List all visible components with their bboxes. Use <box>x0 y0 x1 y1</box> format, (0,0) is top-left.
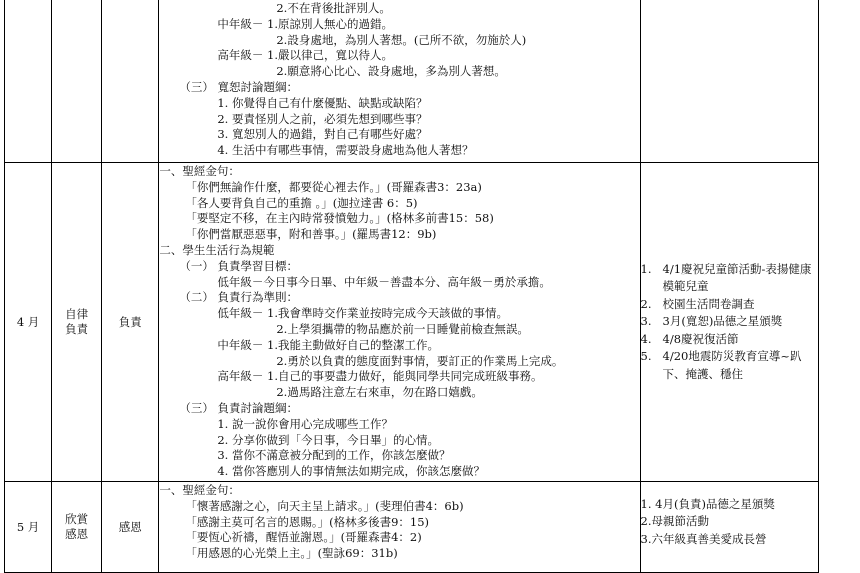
activity-text: 4/8慶祝復活節 <box>662 331 739 346</box>
content-line: 高年級－ 1.嚴以律己，寬以待人。 <box>217 48 393 63</box>
content-lines <box>159 483 639 562</box>
month-cell: 5 月 <box>5 481 52 572</box>
content-line: 「用感恩的心光榮上主。」(聖詠69：31b) <box>185 546 398 561</box>
virtue-cell: 負責 <box>102 162 159 481</box>
theme-cell <box>52 481 102 572</box>
content-line: 二、學生生活行為規範 <box>159 242 275 257</box>
theme-cell <box>52 0 102 162</box>
content-line: 中年級－ 1.我能主動做好自己的整潔工作。 <box>217 337 439 352</box>
content-line: 「你們無論作什麼，都要從心裡去作。」(哥羅森書3：23a) <box>185 179 482 194</box>
content-cell <box>159 481 640 572</box>
table-row <box>5 0 819 162</box>
virtue-cell: 感恩 <box>102 481 159 572</box>
content-cell <box>159 0 640 162</box>
content-line: 4. 生活中有哪些事情，需要設身處地為他人著想？ <box>217 143 474 158</box>
activity-text: 3月(寬恕)品德之星頒獎 <box>662 314 783 329</box>
theme-line: 欣賞 <box>65 511 89 526</box>
table-row <box>5 162 819 481</box>
content-line: 2.過馬路注意左右來車，勿在路口嬉戲。 <box>276 385 483 400</box>
activity-item <box>641 313 818 331</box>
activity-cell <box>640 481 818 572</box>
content-line: 「要恆心祈禱，醒悟並謝恩。」(哥羅森書4：2) <box>185 530 422 545</box>
content-lines <box>159 164 639 480</box>
theme-line: 負責 <box>65 321 89 336</box>
content-line: 一、聖經金句： <box>159 482 240 497</box>
activity-list <box>641 496 818 549</box>
content-line: 2. 分享你做到「今日事，今日畢」的心情。 <box>217 432 439 447</box>
content-line: 「你們當厭惡惡事，附和善事。」(羅馬書12：9b) <box>185 227 437 242</box>
activity-cell <box>640 0 818 162</box>
table-row <box>5 481 819 572</box>
content-line: 「要堅定不移，在主內時常發憤勉力。」(格林多前書15：58) <box>185 211 494 226</box>
content-line: 2.勇於以負責的態度面對事情，要訂正的作業馬上完成。 <box>276 353 564 368</box>
content-line: 2. 要責怪別人之前，必須先想到哪些事？ <box>217 111 428 126</box>
activity-item <box>641 261 818 296</box>
content-line: 3. 當你不滿意被分配到的工作，你該怎麼做？ <box>217 448 451 463</box>
content-line: （一） 負責學習目標： <box>179 258 298 273</box>
activity-list <box>641 261 818 384</box>
content-line: 2.設身處地，為別人著想。(己所不欲，勿施於人) <box>276 32 527 47</box>
content-line: 4. 當你答應別人的事情無法如期完成，你該怎麼做？ <box>217 464 485 479</box>
content-line: 「感謝主莫可名言的恩賜。」(格林多後書9：15) <box>185 514 430 529</box>
activity-number: 1. <box>640 261 652 276</box>
activity-cell <box>640 162 818 481</box>
content-line: （三） 負責討論題綱： <box>179 400 298 415</box>
month-cell: 4 月 <box>5 162 52 481</box>
content-cell <box>159 162 640 481</box>
content-line: 1. 你覺得自己有什麼優點、缺點或缺陷？ <box>217 95 428 110</box>
activity-number: 3. <box>640 314 652 329</box>
activity-item: 1. 4月(負責)品德之星頒獎 <box>640 496 775 511</box>
content-line: 2.不在背後批評別人。 <box>276 1 391 15</box>
curriculum-table <box>4 0 819 573</box>
virtue-cell <box>102 0 159 162</box>
activity-item: 3.六年級真善美愛成長營 <box>640 531 767 546</box>
content-line: 高年級－ 1.自己的事要盡力做好，能與同學共同完成班級事務。 <box>217 369 543 384</box>
activity-item: 2.母親節活動 <box>640 514 709 529</box>
activity-text: 校園生活問卷調查 <box>662 296 755 311</box>
activity-item <box>641 331 818 349</box>
content-line: 低年級－ 1.我會準時交作業並按時完成今天該做的事情。 <box>217 306 508 321</box>
content-line: 一、聖經金句： <box>159 163 240 178</box>
content-line: 2.願意將心比心、設身處地，多為別人著想。 <box>276 64 506 79</box>
content-lines <box>159 1 639 159</box>
content-line: 2.上學須攜帶的物品應於前一日睡覺前檢查無誤。 <box>276 321 529 336</box>
content-line: （二） 負責行為準則： <box>179 290 298 305</box>
activity-text: 4/1慶祝兒童節活動-表揚健康模範兒童 <box>662 261 812 294</box>
content-line: 「各人要背負自己的重擔 。」(迦拉達書 6：5) <box>185 195 418 210</box>
content-line: 低年級－今日事今日畢、中年級－善盡本分、高年級－勇於承擔。 <box>217 274 551 289</box>
content-line: 3. 寬恕別人的過錯，對自己有哪些好處？ <box>217 127 428 142</box>
content-line: 1. 說一說你會用心完成哪些工作？ <box>217 416 393 431</box>
theme-line: 自律 <box>65 306 89 321</box>
activity-item <box>641 348 818 383</box>
activity-item <box>641 296 818 314</box>
activity-number: 2. <box>640 296 652 311</box>
activity-text: 4/20地震防災教育宣導~趴下、掩護、穩住 <box>662 349 802 381</box>
activity-number: 5. <box>640 349 652 364</box>
content-line: 中年級－ 1.原諒別人無心的過錯。 <box>217 16 393 31</box>
content-line: 「懷著感謝之心，向天主呈上請求。」(斐理伯書4：6b) <box>185 498 464 513</box>
theme-line: 感恩 <box>65 526 89 541</box>
theme-cell <box>52 162 102 481</box>
activity-number: 4. <box>640 331 652 346</box>
content-line: （三） 寬恕討論題綱： <box>179 79 298 94</box>
month-cell <box>5 0 52 162</box>
